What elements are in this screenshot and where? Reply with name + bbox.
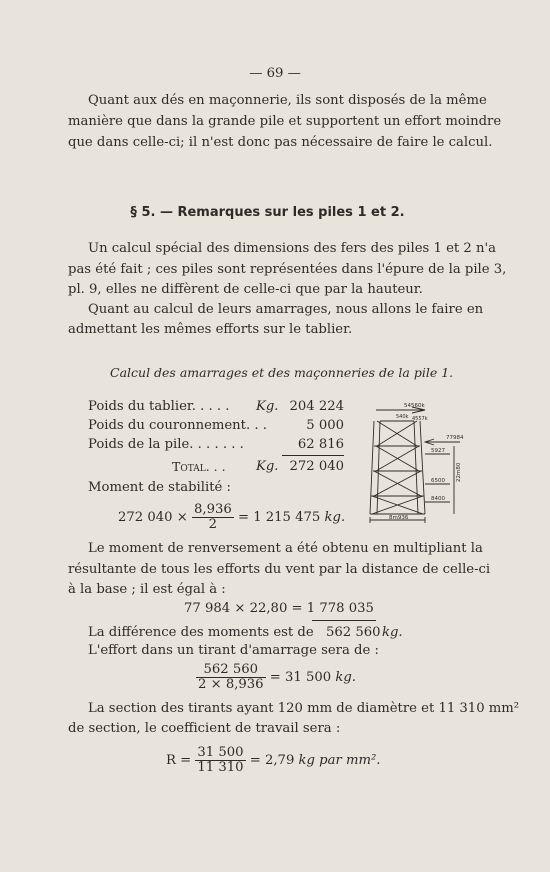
weight-unit: Kg. <box>256 399 279 414</box>
section-title: § 5. — Remarques sur les piles 1 et 2. <box>130 205 405 220</box>
stability-unit: kg. <box>324 510 346 525</box>
label-height: 22m80 <box>456 462 462 482</box>
tirant-unit: kg. <box>335 670 356 685</box>
overturn-line-3: à la base ; il est égal à : <box>68 582 226 597</box>
fraction-numerator: 562 560 <box>196 663 266 678</box>
tirant-line: L'effort dans un tirant d'amarrage sera de : <box>88 643 379 658</box>
intro-line-2: manière que dans la grande pile et supportent un effort moindre <box>68 114 502 129</box>
section-para1-line-1: Un calcul spécial des dimensions des fers des piles 1 et 2 n'a <box>88 241 496 256</box>
pile-diagram <box>356 394 474 526</box>
tirant-fraction <box>196 663 266 692</box>
weight-value: 204 224 <box>289 399 344 414</box>
section-para1-line-3: pl. 9, elles ne diffèrent de celle-ci que par la hauteur. <box>68 282 423 297</box>
label-wind: 77984 <box>446 435 464 441</box>
intro-line-3: que dans celle-ci; il n'est donc pas nécessaire de faire le calcul. <box>68 135 493 150</box>
section-para3-line-1: La section des tirants ayant 120 mm de diamètre et 11 310 mm² <box>88 701 520 716</box>
total-value: 272 040 <box>289 459 344 474</box>
stability-lhs: 272 040 × <box>118 510 188 525</box>
weight-label: Poids du tablier. . . . . <box>88 399 230 414</box>
label-h2: 6500 <box>431 478 445 484</box>
fraction-denominator: 2 <box>208 517 218 532</box>
section-para2-line-2: admettant les mêmes efforts sur le tablier. <box>68 322 353 337</box>
fraction-numerator: 31 500 <box>197 745 244 760</box>
weight-value: 62 816 <box>297 437 344 452</box>
subtraction-rule <box>312 620 376 621</box>
r-unit: kg par mm². <box>298 753 381 768</box>
label-top-mid2: 4557k <box>412 416 428 422</box>
weight-label: Poids du couronnement. . . <box>88 418 267 433</box>
page-number: — 69 — <box>249 66 301 81</box>
difference-value: 562 560 <box>326 625 381 640</box>
label-h3: 8400 <box>431 496 445 502</box>
subheading: Calcul des amarrages et des maçonneries de la pile 1. <box>110 365 454 380</box>
stability-label: Moment de stabilité : <box>88 480 231 495</box>
fraction-denominator: 2 × 8,936 <box>198 677 264 692</box>
difference-line: La différence des moments est de <box>88 625 314 640</box>
stability-result: = 1 215 475 <box>237 510 321 525</box>
overturn-equation: 77 984 × 22,80 = 1 778 035 <box>184 601 374 616</box>
stability-equation <box>118 498 345 538</box>
weight-label: Poids de la pile. . . . . . . <box>88 437 244 452</box>
r-result: = 2,79 <box>249 753 295 768</box>
tirant-result: = 31 500 <box>269 670 332 685</box>
r-lhs: R = <box>166 753 192 768</box>
section-para1-line-2: pas été fait ; ces piles sont représentées dans l'épure de la pile 3, <box>68 262 507 277</box>
stability-fraction <box>192 503 234 532</box>
section-para3-line-2: de section, le coefficient de travail sera : <box>68 721 341 736</box>
difference-unit: kg. <box>382 625 403 640</box>
overturn-line-1: Le moment de renversement a été obtenu en multipliant la <box>88 541 483 556</box>
label-top-mid1: 540k <box>396 414 409 420</box>
r-equation <box>166 739 380 783</box>
label-top-load: 54560k <box>404 403 425 409</box>
total-label: Total. . . <box>172 459 226 474</box>
intro-line-1: Quant aux dés en maçonnerie, ils sont disposés de la même <box>88 93 487 108</box>
tirant-equation <box>196 658 356 698</box>
sum-rule <box>282 455 344 456</box>
overturn-line-2: résultante de tous les efforts du vent par la distance de celle-ci <box>68 562 491 577</box>
label-h1: 5927 <box>431 448 445 454</box>
total-unit: Kg. <box>256 459 279 474</box>
r-fraction <box>195 746 245 775</box>
section-para2-line-1: Quant au calcul de leurs amarrages, nous allons le faire en <box>88 302 484 317</box>
fraction-numerator: 8,936 <box>193 502 232 517</box>
label-base: 8m936 <box>389 515 409 521</box>
fraction-denominator: 11 310 <box>197 760 244 775</box>
weight-value: 5 000 <box>306 418 344 433</box>
